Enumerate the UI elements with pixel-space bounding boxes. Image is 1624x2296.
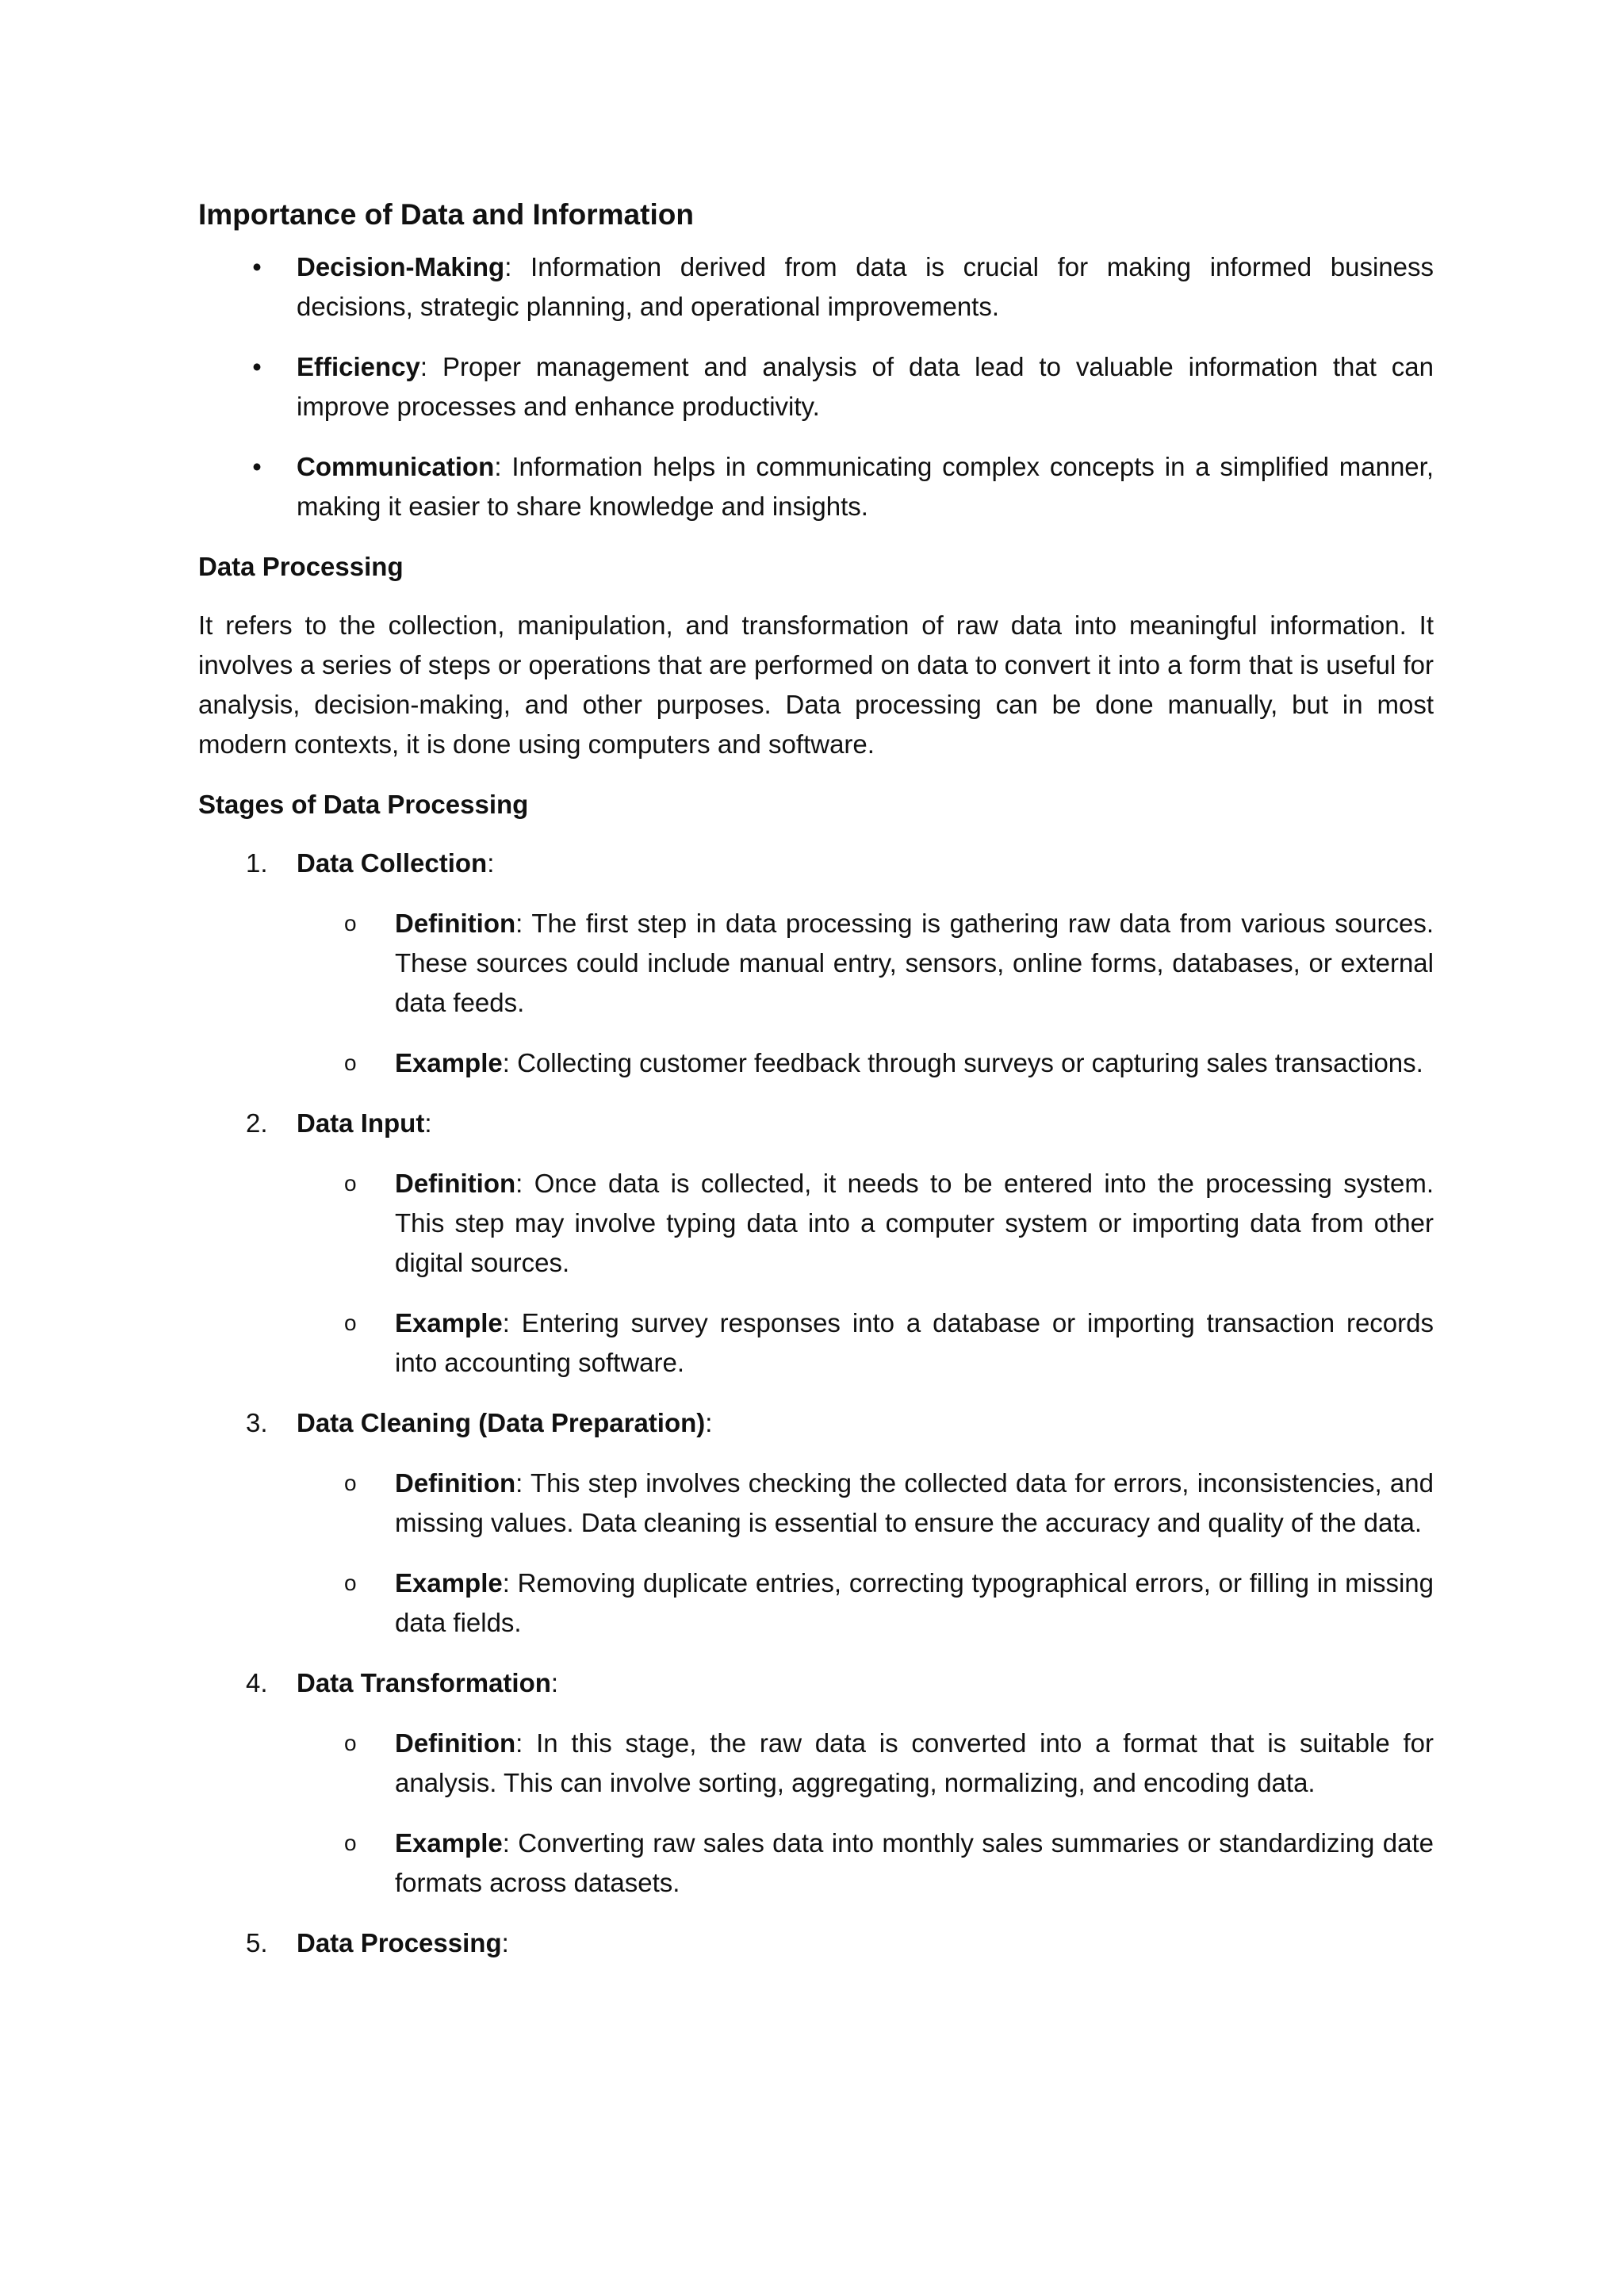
- stage-title: Data Transformation: [297, 1668, 551, 1697]
- stage-definition: [198, 1724, 1434, 1803]
- stages-list: [198, 844, 1434, 1963]
- sub-bullet-glyph: o: [344, 1050, 357, 1075]
- bullet-glyph: •: [252, 252, 262, 281]
- stage-colon: :: [501, 1928, 509, 1957]
- example-text: : Entering survey responses into a database or importing transaction records into accounting software.: [395, 1308, 1434, 1377]
- stage-item-cleaning: [198, 1403, 1434, 1643]
- example-text: : Collecting customer feedback through surveys or capturing sales transactions.: [502, 1048, 1423, 1077]
- sub-bullet-glyph: o: [344, 1731, 357, 1755]
- importance-term: Communication: [297, 452, 495, 481]
- document-content: [198, 190, 1434, 1984]
- stage-example: [198, 1303, 1434, 1383]
- importance-item-efficiency: [198, 347, 1434, 427]
- definition-text: : The first step in data processing is gathering raw data from various sources. These sources could include manual entry, sensors, online forms, databases, or external data feeds.: [395, 909, 1434, 1017]
- stage-number: 1.: [246, 848, 268, 878]
- stage-example: [198, 1563, 1434, 1643]
- importance-item-communication: [198, 447, 1434, 526]
- definition-label: Definition: [395, 1468, 516, 1498]
- importance-text: : Information helps in communicating complex concepts in a simplified manner, making it easier to share knowledge and insights.: [297, 452, 1434, 521]
- sub-bullet-glyph: o: [344, 1831, 357, 1855]
- stage-number: 5.: [246, 1928, 268, 1957]
- importance-term: Decision-Making: [297, 252, 505, 281]
- stage-definition: [198, 904, 1434, 1023]
- stage-item-input: [198, 1104, 1434, 1383]
- stage-title: Data Collection: [297, 848, 488, 878]
- stage-heading: [198, 1403, 1434, 1443]
- stage-title: Data Processing: [297, 1928, 502, 1957]
- definition-label: Definition: [395, 1169, 516, 1198]
- importance-text: : Proper management and analysis of data lead to valuable information that can improve processes and enhance productivity.: [297, 352, 1434, 421]
- example-text: : Converting raw sales data into monthly sales summaries or standardizing date formats across datasets.: [395, 1828, 1434, 1897]
- definition-label: Definition: [395, 1728, 516, 1758]
- definition-text: : Once data is collected, it needs to be entered into the processing system. This step may involve typing data into a computer system or importing data from other digital sources.: [395, 1169, 1434, 1277]
- data-processing-body: It refers to the collection, manipulation, and transformation of raw data into meaningful information. It involves a series of steps or operations that are performed on data to convert it into a form that is useful for analysis, decision-making, and other purposes. Data processing can be done manually, but in most modern contexts, it is done using computers and software.: [198, 610, 1434, 759]
- stage-colon: :: [487, 848, 495, 878]
- example-label: Example: [395, 1308, 503, 1337]
- stage-item-collection: [198, 844, 1434, 1083]
- stage-number: 2.: [246, 1108, 268, 1138]
- stage-colon: :: [705, 1408, 713, 1437]
- section-heading-data-processing: Data Processing: [198, 552, 404, 581]
- stage-example: [198, 1823, 1434, 1903]
- definition-text: : In this stage, the raw data is converted into a format that is suitable for analysis. This can involve sorting, aggregating, normalizing, and encoding data.: [395, 1728, 1434, 1797]
- stage-item-transformation: [198, 1663, 1434, 1903]
- stage-number: 3.: [246, 1408, 268, 1437]
- stage-colon: :: [424, 1108, 432, 1138]
- sub-bullet-glyph: o: [344, 1171, 357, 1196]
- stage-item-processing: [198, 1923, 1434, 1963]
- definition-text: : This step involves checking the collected data for errors, inconsistencies, and missing values. Data cleaning is essential to ensure the accuracy and quality of the data.: [395, 1468, 1434, 1537]
- section-heading-stages: Stages of Data Processing: [198, 790, 529, 819]
- importance-text: : Information derived from data is crucial for making informed business decisions, strategic planning, and operational improvements.: [297, 252, 1434, 321]
- stage-example: [198, 1043, 1434, 1083]
- sub-bullet-glyph: o: [344, 1311, 357, 1335]
- stage-colon: :: [550, 1668, 559, 1697]
- stage-heading: [198, 1923, 1434, 1963]
- sub-bullet-glyph: o: [344, 1571, 357, 1595]
- example-text: : Removing duplicate entries, correcting typographical errors, or filling in missing data fields.: [395, 1568, 1434, 1637]
- stage-heading: [198, 844, 1434, 883]
- importance-item-decision-making: [198, 247, 1434, 327]
- example-label: Example: [395, 1568, 503, 1598]
- section-title-importance: Importance of Data and Information: [198, 198, 694, 231]
- stage-heading: [198, 1104, 1434, 1143]
- sub-bullet-glyph: o: [344, 1471, 357, 1495]
- stage-definition: [198, 1464, 1434, 1543]
- example-label: Example: [395, 1048, 503, 1077]
- importance-term: Efficiency: [297, 352, 420, 381]
- sub-bullet-glyph: o: [344, 911, 357, 936]
- importance-list: [198, 247, 1434, 526]
- bullet-glyph: •: [252, 452, 262, 481]
- stage-title: Data Input: [297, 1108, 425, 1138]
- stage-heading: [198, 1663, 1434, 1703]
- example-label: Example: [395, 1828, 503, 1858]
- stage-number: 4.: [246, 1668, 268, 1697]
- definition-label: Definition: [395, 909, 516, 938]
- stage-definition: [198, 1164, 1434, 1283]
- stage-title: Data Cleaning (Data Preparation): [297, 1408, 706, 1437]
- bullet-glyph: •: [252, 352, 262, 381]
